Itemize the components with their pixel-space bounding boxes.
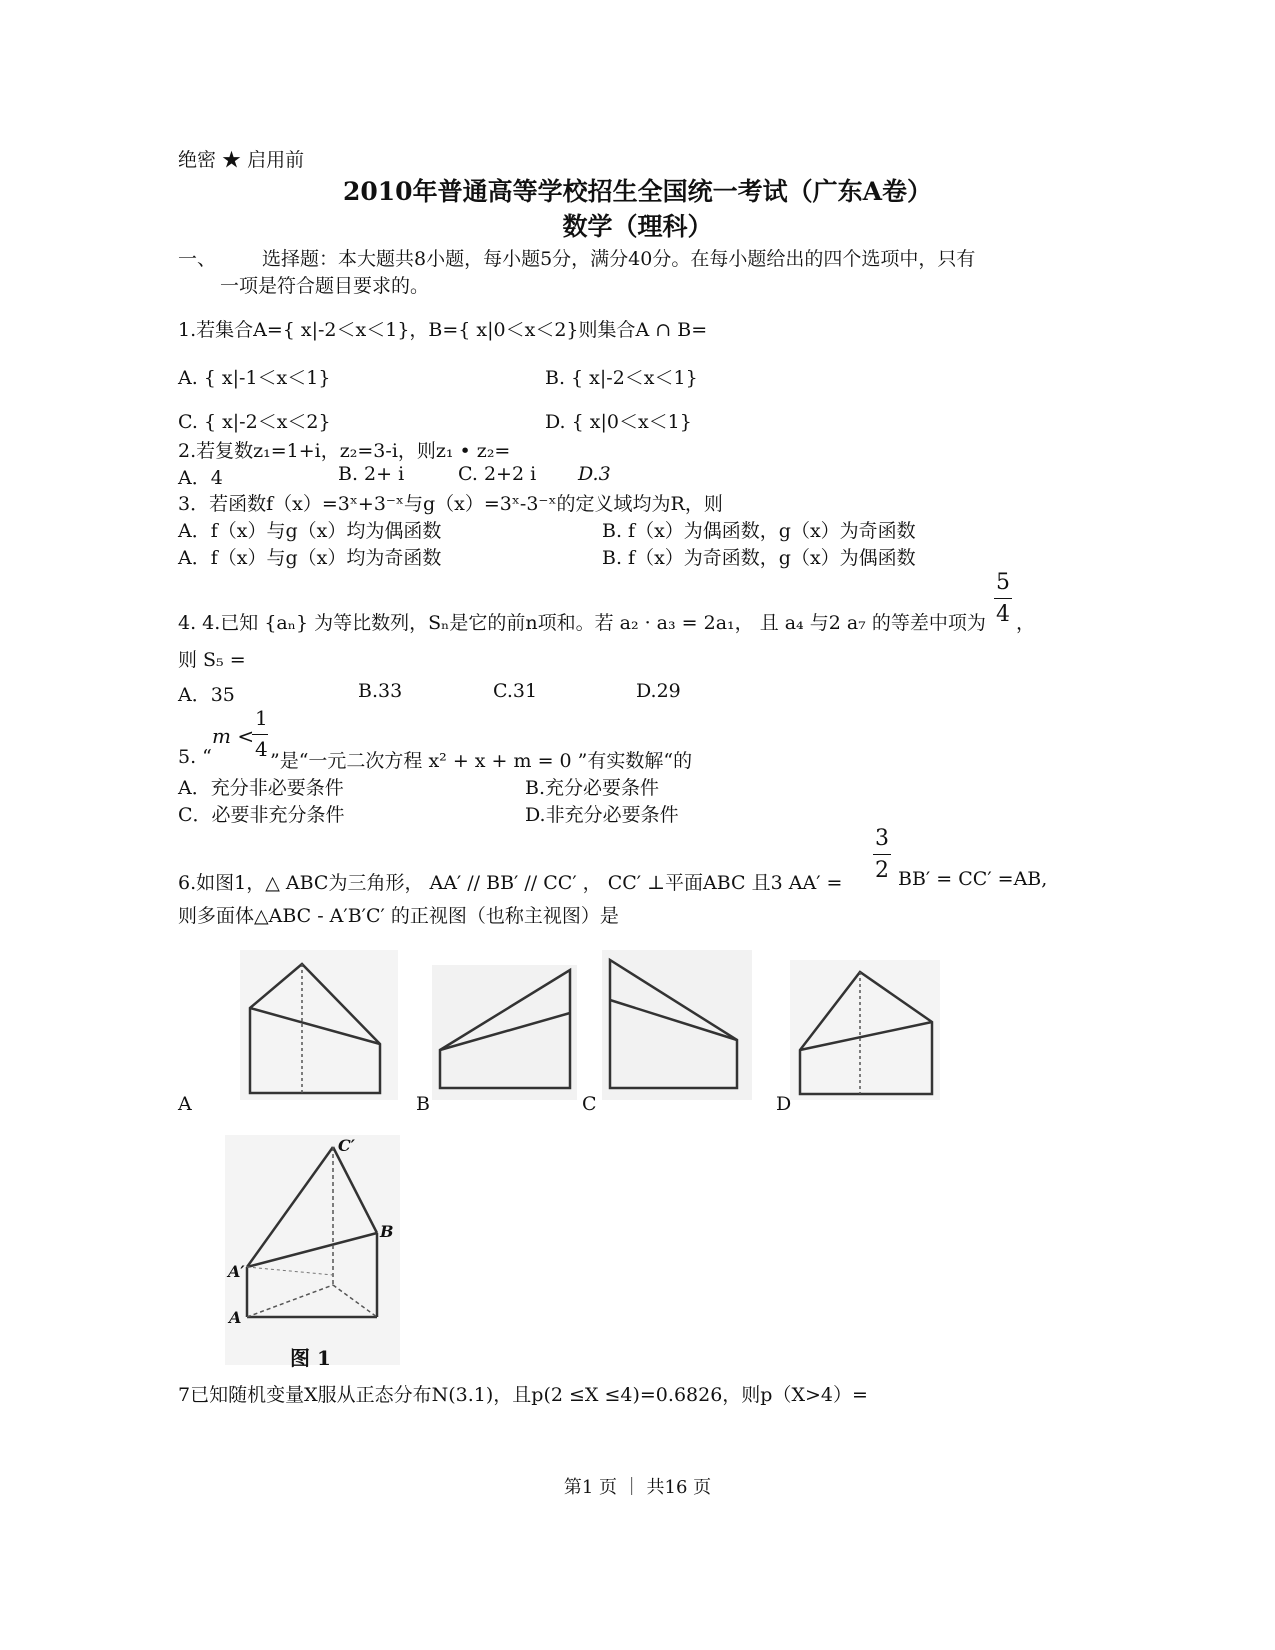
q6-stem: 6.如图1，△ ABC为三角形， AA′ // BB′ // CC′ ， CC′ ⊥平面ABC 且3 AA′ =: [178, 872, 843, 894]
figure-1-vertex-b: B: [380, 1222, 394, 1241]
q6-figure-c-label: C: [582, 1093, 597, 1115]
q3-stem: 3．若函数f（x）=3ˣ+3⁻ˣ与g（x）=3ˣ-3⁻ˣ的定义域均为R，则: [178, 493, 723, 515]
figure-1-caption: 图 1: [290, 1346, 331, 1370]
q6-frac-bar: [873, 854, 891, 855]
q4-option-d: D.29: [636, 680, 681, 702]
q5-stem-prefix: 5. “: [178, 746, 212, 768]
q2-option-a: A．4: [178, 467, 223, 489]
q5-frac-numerator: 1: [255, 706, 268, 730]
q1-option-a: A. { x|-1＜x＜1}: [178, 367, 331, 389]
q4-frac-bar: [994, 598, 1012, 599]
q5-frac-bar: [252, 734, 268, 735]
section-number: 一、: [178, 248, 217, 270]
q6-figure-b: [432, 965, 577, 1100]
q5-option-c: C．必要非充分条件: [178, 804, 345, 826]
q5-option-d: D.非充分必要条件: [525, 804, 679, 826]
q7-stem: 7已知随机变量X服从正态分布N(3.1)，且p(2 ≤X ≤4)=0.6826，则p（X>4）=: [178, 1384, 868, 1406]
q1-option-c: C. { x|-2＜x＜2}: [178, 411, 331, 433]
q4-frac-denominator: 4: [996, 602, 1010, 627]
q4-option-b: B.33: [358, 680, 403, 702]
secret-label: 绝密 ★ 启用前: [178, 149, 305, 171]
q2-option-c: C. 2+2 i: [458, 463, 537, 485]
q3-option-d: B. f（x）为奇函数，g（x）为偶函数: [602, 547, 916, 569]
q4-stem-tail: ，: [1016, 612, 1036, 634]
q5-frac-denominator: 4: [255, 737, 268, 761]
q5-option-b: B.充分必要条件: [525, 777, 660, 799]
q5-option-a: A．充分非必要条件: [178, 777, 344, 799]
q1-stem: 1.若集合A={ x|-2＜x＜1}，B={ x|0＜x＜2}则集合A ∩ B=: [178, 319, 708, 341]
section-instructions-line1: 选择题：本大题共8小题，每小题5分，满分40分。在每小题给出的四个选项中，只有: [262, 248, 976, 270]
exam-subtitle: 数学（理科）: [562, 212, 713, 241]
exam-title: 2010年普通高等学校招生全国统一考试（广东A卷）: [343, 177, 932, 206]
q6-line2: 则多面体△ABC - A′B′C′ 的正视图（也称主视图）是: [178, 905, 619, 927]
q1-option-d: D. { x|0＜x＜1}: [545, 411, 692, 433]
q3-option-c: A．f（x）与g（x）均为奇函数: [178, 547, 442, 569]
q6-figure-a-label: A: [178, 1093, 192, 1115]
section-instructions-line2: 一项是符合题目要求的。: [220, 275, 430, 297]
q4-option-c: C.31: [493, 680, 538, 702]
figure-1-vertex-a: A: [229, 1308, 242, 1327]
q6-figure-b-label: B: [416, 1093, 430, 1115]
q3-option-a: A．f（x）与g（x）均为偶函数: [178, 520, 442, 542]
q6-figure-d-label: D: [776, 1093, 792, 1115]
q6-stem-continued: BB′ = CC′ =AB,: [898, 868, 1048, 890]
figure-1-vertex-c: C′: [338, 1136, 355, 1155]
q6-figure-c: [602, 950, 752, 1100]
q6-frac-denominator: 2: [875, 858, 889, 883]
q5-stem: ”是“一元二次方程 x² + x + m = 0 ”有实数解“的: [270, 750, 693, 772]
q6-figure-d: [790, 960, 940, 1100]
page-footer: 第1 页 ｜ 共16 页: [563, 1477, 712, 1498]
q4-line2: 则 S₅ =: [178, 649, 246, 671]
q4-frac-numerator: 5: [996, 570, 1010, 595]
q6-frac-numerator: 3: [875, 826, 889, 851]
q2-option-d: D.3: [578, 463, 611, 485]
figure-1-polyhedron: [225, 1135, 400, 1365]
q2-option-b: B. 2+ i: [338, 463, 405, 485]
q6-figure-a: [240, 950, 398, 1100]
q3-option-b: B. f（x）为偶函数，g（x）为奇函数: [602, 520, 916, 542]
q2-stem: 2.若复数z₁=1+i，z₂=3-i，则z₁ • z₂=: [178, 440, 511, 462]
q4-option-a: A．35: [178, 684, 235, 706]
q4-stem: 4. 4.已知 {aₙ} 为等比数列，Sₙ是它的前n项和。若 a₂ · a₃ = 2a₁， 且 a₄ 与2 a₇ 的等差中项为: [178, 612, 986, 634]
figure-1-vertex-a-prime: A′: [228, 1262, 245, 1281]
q1-option-b: B. { x|-2＜x＜1}: [545, 367, 698, 389]
q5-frac-prefix: m <: [212, 724, 255, 748]
